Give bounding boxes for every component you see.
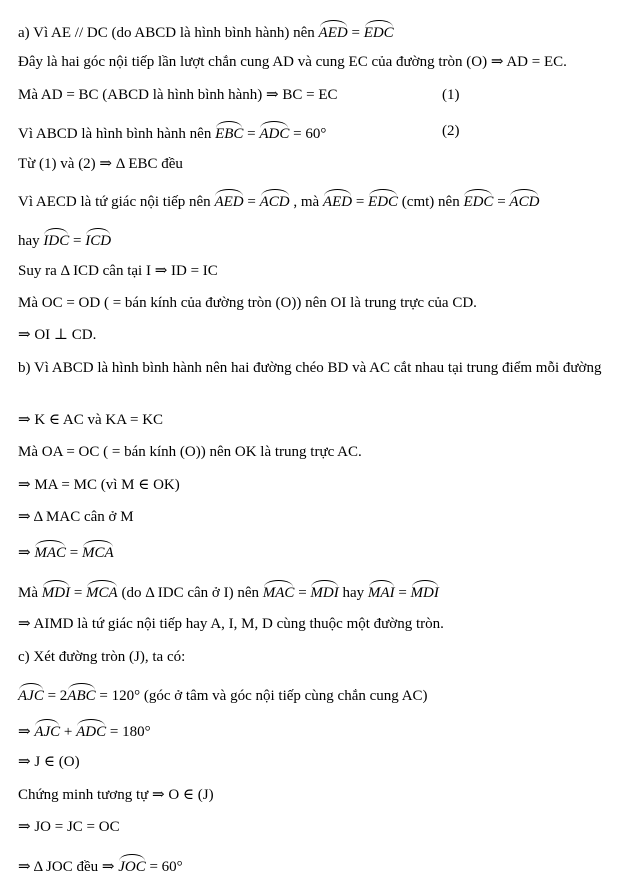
text-segment: ⇒ J ∈ (O)	[18, 754, 80, 770]
angle-symbol: MAC	[34, 541, 66, 562]
text-segment: =	[493, 194, 510, 210]
text-segment: , mà	[289, 194, 323, 210]
text-segment: = 2	[43, 688, 68, 704]
text-line	[18, 155, 629, 173]
angle-symbol: MDI	[310, 581, 338, 602]
text-segment: ⇒ Δ MAC cân ở M	[18, 509, 134, 525]
equation-reference: (1)	[442, 87, 460, 103]
text-line	[18, 720, 629, 741]
text-line	[18, 411, 629, 429]
text-line	[18, 86, 629, 104]
text-segment: ⇒ AIMD là tứ giác nội tiếp hay A, I, M, D cùng thuộc một đường tròn.	[18, 616, 444, 632]
text-segment: =	[294, 585, 311, 601]
text-line	[18, 262, 629, 280]
text-line	[18, 508, 629, 526]
angle-symbol: ADC	[259, 122, 289, 143]
text-line	[18, 53, 629, 71]
angle-symbol: AED	[323, 190, 352, 211]
angle-symbol: EDC	[463, 190, 493, 211]
text-line	[18, 581, 629, 602]
angle-symbol: MCA	[82, 541, 114, 562]
text-segment: Suy ra Δ ICD cân tại I ⇒ ID = IC	[18, 263, 218, 279]
text-segment: = 60°	[289, 126, 327, 142]
text-segment: a) Vì AE // DC (do ABCD là hình bình hành) nên	[18, 25, 319, 41]
text-segment: +	[60, 724, 77, 740]
angle-symbol: AJC	[18, 684, 44, 705]
angle-symbol: EBC	[215, 122, 243, 143]
text-segment: ⇒ JO = JC = OC	[18, 819, 120, 835]
text-segment: =	[69, 233, 86, 249]
text-line	[18, 443, 629, 461]
text-line	[18, 615, 629, 633]
text-segment: Mà AD = BC (ABCD là hình bình hành) ⇒ BC = EC	[18, 87, 338, 103]
angle-symbol: ADC	[76, 720, 106, 741]
text-segment: b) Vì ABCD là hình bình hành nên hai đường chéo BD và AC cắt nhau tại trung điểm mỗi đường	[18, 360, 602, 376]
text-line	[18, 359, 629, 378]
text-segment: ⇒ K ∈ AC và KA = KC	[18, 412, 164, 428]
text-segment: = 60°	[145, 859, 183, 875]
text-segment: Đây là hai góc nội tiếp lần lượt chắn cung AD và cung EC của đường tròn (O) ⇒ AD = EC.	[18, 54, 567, 70]
text-segment: Mà OC = OD ( = bán kính của đường tròn (O)) nên OI là trung trực của CD.	[18, 295, 477, 311]
text-segment: hay	[18, 233, 44, 249]
text-line	[18, 648, 629, 666]
text-segment: =	[243, 194, 260, 210]
text-line	[18, 855, 629, 876]
angle-symbol: MCA	[86, 581, 118, 602]
text-segment: ⇒ OI ⊥ CD.	[18, 327, 97, 343]
text-line	[18, 684, 629, 705]
text-segment: = 120° (góc ở tâm và góc nội tiếp cùng chắn cung AC)	[95, 688, 428, 704]
text-line	[18, 122, 629, 143]
angle-symbol: AED	[319, 21, 348, 42]
text-segment: Vì ABCD là hình bình hành nên	[18, 126, 216, 142]
text-segment: = 180°	[106, 724, 151, 740]
angle-symbol: EDC	[368, 190, 398, 211]
text-segment: =	[70, 585, 87, 601]
angle-symbol: ICD	[85, 229, 111, 250]
text-segment: Chứng minh tương tự ⇒ O ∈ (J)	[18, 787, 214, 803]
text-line	[18, 476, 629, 494]
text-line	[18, 541, 629, 562]
text-segment: ⇒	[18, 724, 35, 740]
text-line	[18, 229, 629, 250]
angle-symbol: ACD	[509, 190, 539, 211]
text-segment: ⇒	[18, 545, 35, 561]
text-line	[18, 190, 629, 211]
text-line	[18, 753, 629, 771]
text-segment: (cmt) nên	[398, 194, 464, 210]
text-segment: =	[352, 194, 369, 210]
angle-symbol: JOC	[118, 855, 146, 876]
equation-reference: (2)	[442, 123, 460, 139]
angle-symbol: MDI	[42, 581, 70, 602]
angle-symbol: AED	[214, 190, 243, 211]
text-line	[18, 818, 629, 836]
text-segment: hay	[338, 585, 368, 601]
text-segment: =	[394, 585, 411, 601]
angle-symbol: MAC	[263, 581, 295, 602]
angle-symbol: MDI	[411, 581, 439, 602]
text-segment: Từ (1) và (2) ⇒ Δ EBC đều	[18, 156, 183, 172]
text-segment: =	[347, 25, 364, 41]
text-segment: =	[66, 545, 82, 561]
text-segment: Mà	[18, 585, 42, 601]
text-segment: ⇒ MA = MC (vì M ∈ OK)	[18, 477, 180, 493]
angle-symbol: IDC	[43, 229, 69, 250]
text-line	[18, 326, 629, 344]
angle-symbol: AJC	[34, 720, 60, 741]
text-line	[18, 786, 629, 804]
text-line	[18, 21, 629, 42]
angle-symbol: ACD	[260, 190, 290, 211]
text-line	[18, 294, 629, 312]
angle-symbol: EDC	[364, 21, 394, 42]
text-segment: ⇒ Δ JOC đều ⇒	[18, 859, 119, 875]
text-segment: =	[243, 126, 260, 142]
text-segment: c) Xét đường tròn (J), ta có:	[18, 649, 186, 665]
angle-symbol: ABC	[67, 684, 95, 705]
text-segment: Mà OA = OC ( = bán kính (O)) nên OK là trung trực AC.	[18, 444, 362, 460]
text-segment: (do Δ IDC cân ở I) nên	[117, 585, 263, 601]
text-segment: Vì AECD là tứ giác nội tiếp nên	[18, 194, 215, 210]
angle-symbol: MAI	[368, 581, 395, 602]
